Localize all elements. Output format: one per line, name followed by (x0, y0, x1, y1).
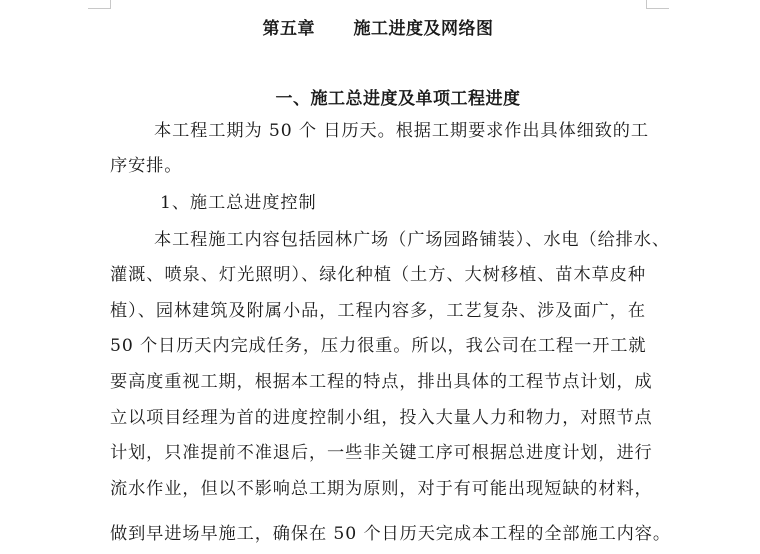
paragraph-line: 本工程施工内容包括园林广场（广场园路铺装）、水电（给排水、 (154, 230, 670, 250)
page-margin-corner-top-left (88, 0, 111, 9)
paragraph-line: 灌溉、喷泉、灯光照明）、绿化种植（土方、大树移植、苗木草皮种 (110, 265, 646, 285)
chapter-title: 第五章 施工进度及网络图 (262, 19, 494, 39)
section-heading: 一、施工总进度及单项工程进度 (275, 89, 521, 109)
paragraph-line: 做到早进场早施工，确保在 50 个日历天完成本工程的全部施工内容。 (110, 524, 671, 544)
paragraph-line: 本工程工期为 50 个 日历天。根据工期要求作出具体细致的工 (154, 121, 649, 141)
paragraph-line: 立以项目经理为首的进度控制小组，投入大量人力和物力，对照节点 (110, 408, 653, 428)
paragraph-line: 50 个日历天内完成任务，压力很重。所以，我公司在工程一开工就 (110, 336, 647, 356)
paragraph-line: 植）、园林建筑及附属小品，工程内容多，工艺复杂、涉及面广，在 (110, 301, 646, 321)
paragraph-line: 序安排。 (110, 156, 183, 176)
paragraph-line: 计划，只准提前不准退后，一些非关键工序可根据总进度计划，进行 (110, 443, 653, 463)
paragraph-line: 流水作业，但以不影响总工期为原则，对于有可能出现短缺的材料， (110, 479, 653, 499)
paragraph-line: 要高度重视工期，根据本工程的特点，排出具体的工程节点计划，成 (110, 372, 653, 392)
page-margin-corner-top-right (646, 0, 669, 9)
subheading: 1、施工总进度控制 (160, 193, 317, 213)
